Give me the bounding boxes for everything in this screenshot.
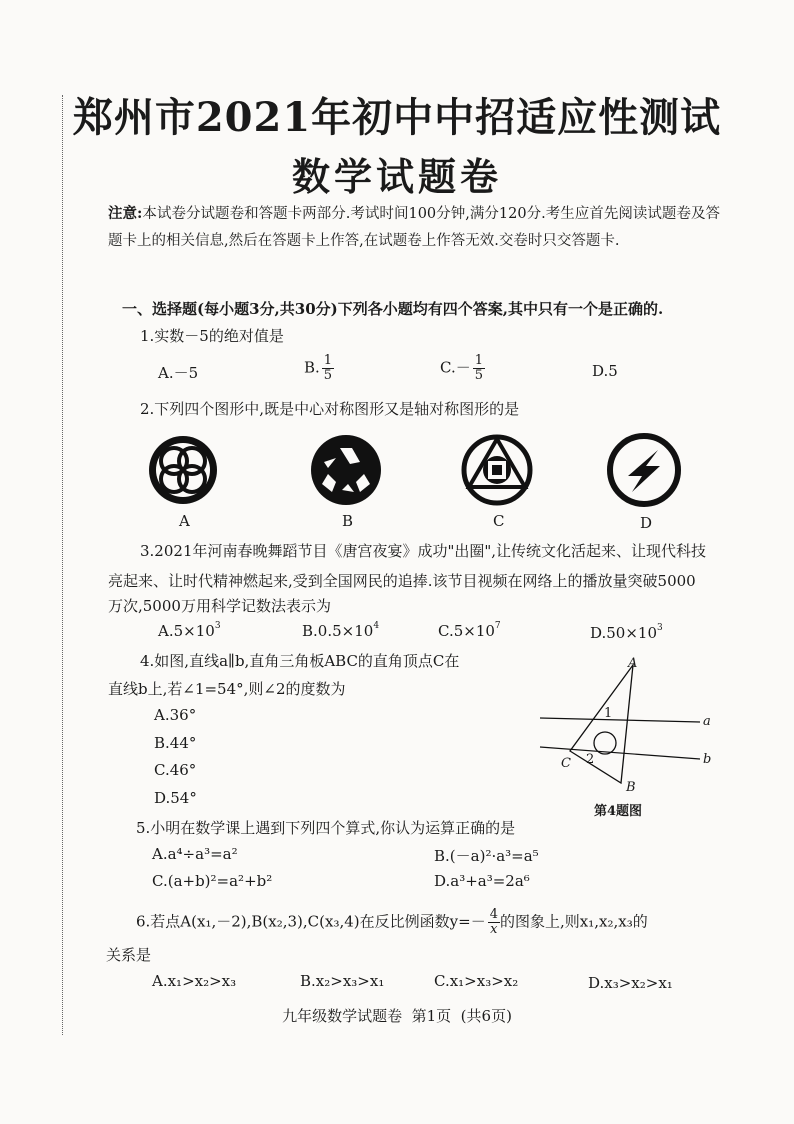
figure-b [311,435,381,505]
q1-option-a: A.－5 [158,364,199,382]
q4-fig-label-b: b [703,752,712,767]
page-footer: 九年级数学试题卷 第1页 (共6页) [282,1007,512,1025]
q2-label-b: B [342,512,354,530]
q3-option-d [590,624,663,642]
q1-option-b-prefix: B. [304,358,320,377]
q1-option-d: D.5 [592,362,618,380]
q4-fig-label-2: 2 [586,752,595,767]
q3-a-base: A.5×10 [158,622,215,640]
section1-heading: 一、选择题(每小题3分,共30分)下列各小题均有四个答案,其中只有一个是正确的. [122,300,664,318]
q4-fig-label-B: B [626,780,636,795]
q3-line1: 3.2021年河南春晚舞蹈节目《唐宫夜宴》成功"出圈",让传统文化活起来、让现代科技 [140,542,707,560]
notice-block [108,200,720,255]
q5-option-d: D.a³+a³=2a⁶ [434,872,530,890]
q6-stem-post: 的图象上,则x₁,x₂,x₃的 [499,912,648,931]
q4-line1: 4.如图,直线a∥b,直角三角板ABC的直角顶点C在 [140,652,460,670]
q3-b-exp: 4 [373,621,380,631]
q2-label-c: C [493,512,505,530]
q6-line2: 关系是 [106,946,152,964]
q6-option-b: B.x₂>x₃>x₁ [300,972,385,990]
q3-d-exp: 3 [657,623,663,633]
q3-c-exp: 7 [494,621,501,631]
q2-figures [140,428,700,538]
q3-option-a [158,622,221,640]
q6-option-d: D.x₃>x₂>x₁ [588,974,673,992]
q5-option-c: C.(a+b)²=a²+b² [152,872,273,890]
figure-c [464,437,530,503]
q5-stem: 5.小明在数学课上遇到下列四个算式,你认为运算正确的是 [136,819,516,837]
q2-label-a: A [179,512,190,530]
q2-label-d: D [640,514,653,532]
notice-text: 本试卷分试题卷和答题卡两部分.考试时间100分钟,满分120分.考生应首先阅读试题卷及答题卡上的相关信息,然后在答题卡上作答,在试题卷上作答无效.交卷时只交答题卡. [108,206,720,249]
binding-margin-line [62,95,63,1035]
page-title: 郑州市2021年初中中招适应性测试 [72,94,722,141]
q1-option-b [304,354,334,383]
page-subtitle: 数学试题卷 [291,154,502,199]
q3-option-c [438,622,501,640]
q1-c-numerator: 1 [474,353,483,368]
q1-c-denominator: 5 [474,368,483,383]
q4-line2: 直线b上,若∠1=54°,则∠2的度数为 [108,680,346,698]
q1-option-c-fraction [473,354,485,383]
q6-stem [136,908,648,937]
q3-a-exp: 3 [214,621,221,631]
q6-option-a: A.x₁>x₂>x₃ [152,972,237,990]
q1-option-c [440,354,485,383]
notice-label: 注意: [108,205,143,222]
q1-option-c-prefix: C.－ [440,358,471,377]
q1-stem: 1.实数－5的绝对值是 [140,327,284,345]
q6-fraction [488,908,500,937]
q2-stem: 2.下列四个图形中,既是中心对称图形又是轴对称图形的是 [140,400,520,418]
figure-d [610,436,678,504]
q6-stem-pre: 6.若点A(x₁,－2),B(x₂,3),C(x₃,4)在反比例函数y=－ [136,912,486,931]
q5-option-b: B.(－a)²·a³=a⁵ [434,847,539,865]
q4-fig-label-1: 1 [604,706,613,721]
q1-option-b-fraction [322,354,334,383]
q4-option-b: B.44° [154,734,197,752]
q3-b-base: B.0.5×10 [302,622,374,640]
q4-option-d: D.54° [154,789,197,807]
q5-option-a: A.a⁴÷a³=a² [152,845,238,863]
q6-frac-denominator: x [490,922,498,937]
q4-option-c: C.46° [154,761,197,779]
q3-d-base: D.50×10 [590,624,658,642]
q3-line3: 万次,5000万用科学记数法表示为 [108,597,331,615]
q4-fig-caption: 第4题图 [594,804,643,819]
q3-line2: 亮起来、让时代精神燃起来,受到全国网民的追捧.该节目视频在网络上的播放量突破5000 [108,572,696,590]
q4-option-a: A.36° [154,706,197,724]
figure-a [149,436,217,504]
q4-fig-label-A: A [628,656,638,671]
q6-option-c: C.x₁>x₃>x₂ [434,972,519,990]
q4-fig-label-a: a [703,714,711,729]
q1-b-denominator: 5 [323,368,333,383]
q6-frac-numerator: 4 [489,907,498,922]
q4-fig-label-C: C [561,756,571,771]
q3-option-b [302,622,379,640]
q3-c-base: C.5×10 [438,622,495,640]
q1-b-numerator: 1 [323,353,333,368]
